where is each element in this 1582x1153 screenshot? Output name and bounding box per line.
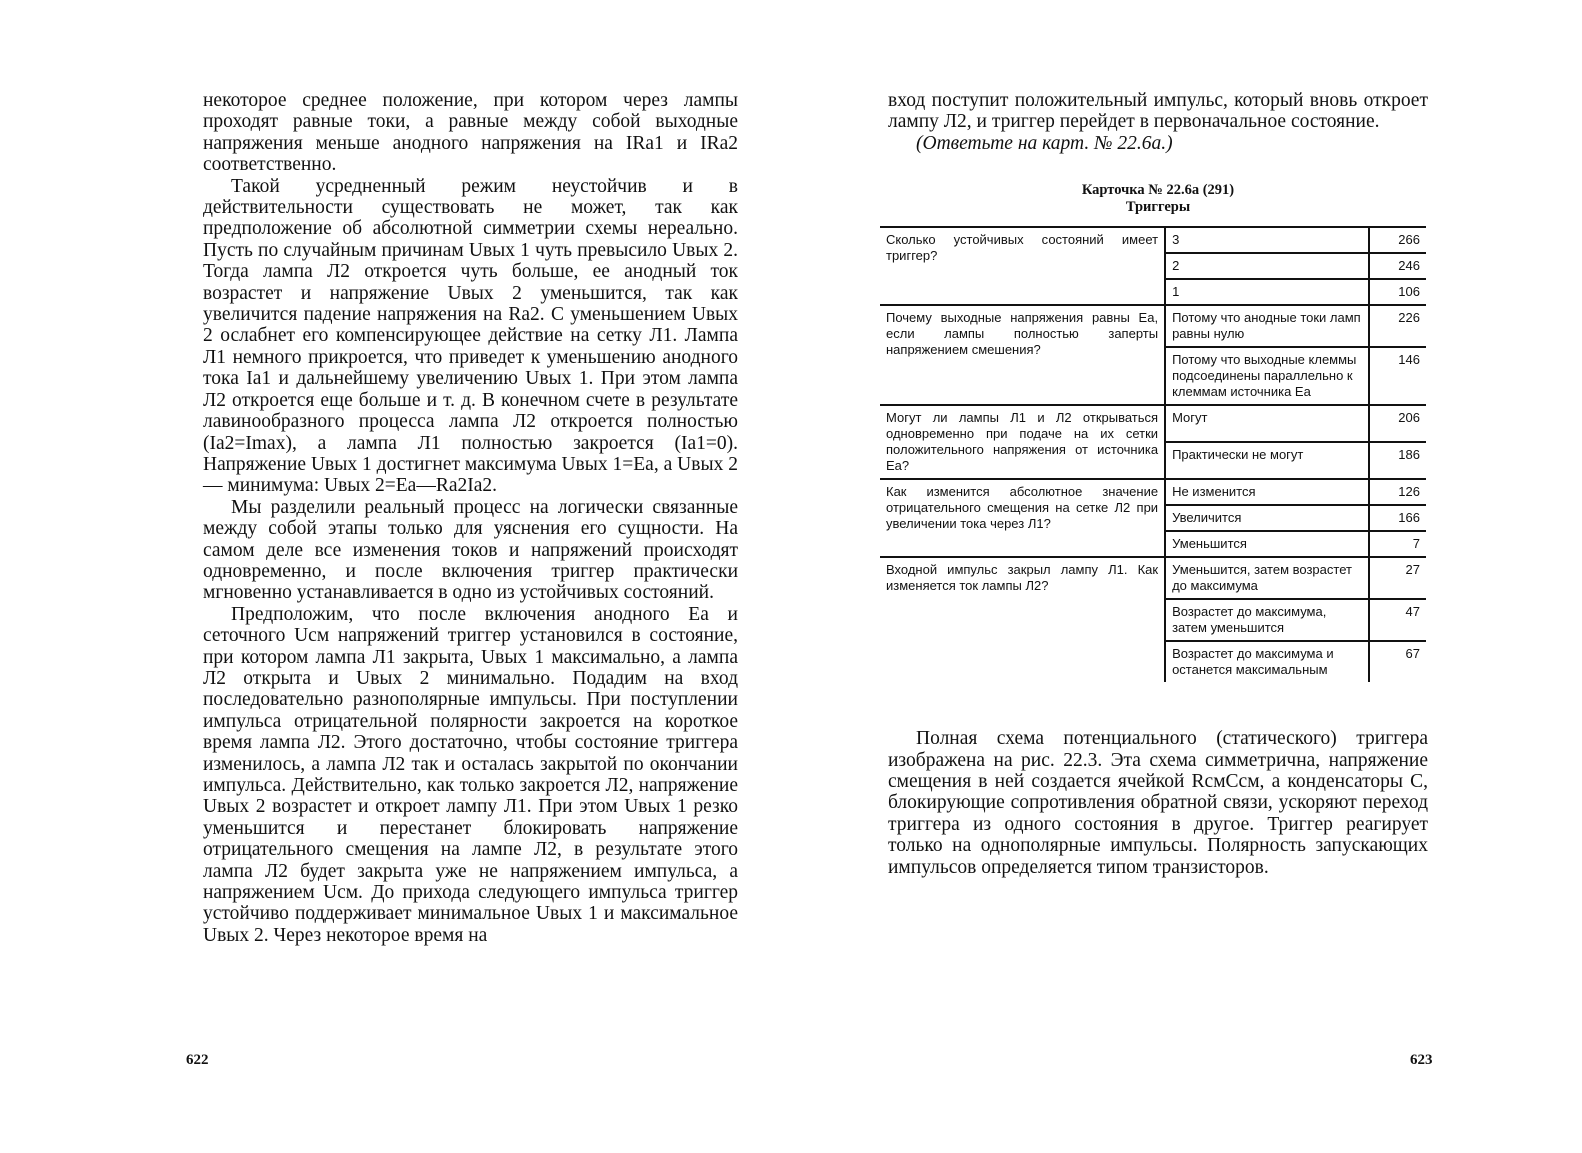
card-question: Почему выходные напряжения равны Ea, если лампы полностью заперты напряжением смешения? bbox=[880, 305, 1165, 405]
left-text-column bbox=[203, 90, 738, 946]
instruction: (Ответьте на карт. № 22.6а.) bbox=[916, 132, 1173, 154]
card-row bbox=[880, 405, 1426, 442]
card-answer-code: 206 bbox=[1369, 405, 1426, 442]
card-answer-code: 246 bbox=[1369, 253, 1426, 279]
card-question: Сколько устойчивых состояний имеет триггер? bbox=[880, 227, 1165, 305]
card-answer: Потому что выходные клеммы подсоединены параллельно к клеммам источника Ea bbox=[1165, 347, 1368, 405]
card-answer: 2 bbox=[1165, 253, 1368, 279]
card-answer-code: 146 bbox=[1369, 347, 1426, 405]
card-subtitle: Триггеры bbox=[1125, 199, 1191, 216]
paragraph: некоторое среднее положение, при котором через лампы проходят равные токи, а равные между собой выходные напряжения меньше анодного напряжения на IRa1 и IRa2 соответственно. bbox=[203, 90, 738, 176]
card-answer-code: 67 bbox=[1369, 641, 1426, 682]
card-answer: Не изменится bbox=[1165, 479, 1368, 505]
card-answer: 3 bbox=[1165, 227, 1368, 253]
right-text-column bbox=[888, 90, 1428, 878]
card-row bbox=[880, 305, 1426, 347]
card-answer-code: 186 bbox=[1369, 442, 1426, 479]
left-page bbox=[0, 0, 790, 1153]
card-row bbox=[880, 479, 1426, 505]
card-answer-code: 126 bbox=[1369, 479, 1426, 505]
paragraph: вход поступит положительный импульс, который вновь откроет лампу Л2, и триггер перейдет в первоначальное состояние. bbox=[888, 90, 1428, 133]
card-answer-code: 7 bbox=[1369, 531, 1426, 557]
card-answer: Возрастет до максимума, затем уменьшится bbox=[1165, 599, 1368, 641]
card-answer: Потому что анодные токи ламп равны нулю bbox=[1165, 305, 1368, 347]
paragraph: Такой усредненный режим неустойчив и в действительности существовать не может, так как предположение об абсолютной симметрии схемы нереально. Пусть по случайным причинам Uвых 1 чуть превысило Uвых 2. Тогда лампа Л2 откроется чуть больше, ее анодный ток возрастет и напряжение Uвых 2 уменьшится, так как увеличится падение напряжения на Ra2. С уменьшением Uвых 2 ослабнет его компенсирующее действие на сетку Л1. Лампа Л1 немного прикроется, что приведет к уменьшению анодного тока Ia1 и дальнейшему увеличению Uвых 1. При этом лампа Л2 откроется еще больше и т. д. В конечном счете в результате лавинообразного процесса лампа Л2 откроется полностью (Ia2=Imax), а лампа Л1 полностью закроется (Ia1=0). Напряжение Uвых 1 достигнет максимума Uвых 1=Ea, а Uвых 2 — минимума: Uвых 2=Ea—Ra2Ia2. bbox=[203, 175, 738, 497]
card-answer-code: 106 bbox=[1369, 279, 1426, 305]
card-answer-code: 27 bbox=[1369, 557, 1426, 599]
page-number: 622 bbox=[186, 1052, 209, 1068]
card-answer: Увеличится bbox=[1165, 505, 1368, 531]
card-answer: Возрастет до максимума и останется максимальным bbox=[1165, 641, 1368, 682]
card-question: Как изменится абсолютное значение отрицательного смещения на сетке Л2 при увеличении тока через Л1? bbox=[880, 479, 1165, 557]
card-answer: Практически не могут bbox=[1165, 442, 1368, 479]
card-title bbox=[888, 182, 1428, 216]
card-answer-code: 226 bbox=[1369, 305, 1426, 347]
card-question: Входной импульс закрыл лампу Л1. Как изменяется ток лампы Л2? bbox=[880, 557, 1165, 682]
card-row bbox=[880, 557, 1426, 599]
card-row bbox=[880, 227, 1426, 253]
card-answer-code: 266 bbox=[1369, 227, 1426, 253]
page-number: 623 bbox=[1410, 1052, 1433, 1068]
card-answer-code: 166 bbox=[1369, 505, 1426, 531]
card-answer-code: 47 bbox=[1369, 599, 1426, 641]
card-number: Карточка № 22.6а (291) bbox=[1081, 182, 1235, 199]
question-card-table bbox=[880, 226, 1426, 682]
card-answer: Могут bbox=[1165, 405, 1368, 442]
card-answer: Уменьшится bbox=[1165, 531, 1368, 557]
paragraph: Мы разделили реальный процесс на логически связанные между собой этапы только для уяснения его сущности. На самом деле все изменения токов и напряжений происходят одновременно, и после включения триггер практически мгновенно устанавливается в одно из устойчивых состояний. bbox=[203, 496, 738, 604]
right-page bbox=[790, 0, 1582, 1153]
card-answer: Уменьшится, затем возрастет до максимума bbox=[1165, 557, 1368, 599]
card-answer: 1 bbox=[1165, 279, 1368, 305]
paragraph: Предположим, что после включения анодного Ea и сеточного Uсм напряжений триггер установился в состояние, при котором лампа Л1 закрыта, Uвых 1 максимально, а лампа Л2 открыта и Uвых 2 минимально. Подадим на вход последовательно разнополярные импульсы. При поступлении импульса отрицательной полярности закроется на короткое время лампа Л2. Этого достаточно, чтобы состояние триггера изменилось, а лампа Л2 так и осталась закрытой по окончании импульса. Действительно, как только закроется Л2, напряжение Uвых 2 возрастет и откроет лампу Л1. При этом Uвых 1 резко уменьшится и перестанет блокировать напряжение отрицательного смещения на лампе Л2, в результате этого лампа Л2 будет закрыта уже не напряжением импульса, а напряжением Uсм. До прихода следующего импульса триггер устойчиво поддерживает минимальное Uвых 1 и максимальное Uвых 2. Через некоторое время на bbox=[203, 603, 738, 946]
paragraph: Полная схема потенциального (статического) триггера изображена на рис. 22.3. Эта схема симметрична, напряжение смещения в ней создается ячейкой RсмCсм, а конденсаторы С, блокирующие сопротивления обратной связи, ускоряют переход триггера из одного состояния в другое. Триггер реагирует только на однополярные импульсы. Полярность запускающих импульсов определяется типом транзисторов. bbox=[888, 728, 1428, 878]
card-question: Могут ли лампы Л1 и Л2 открываться одновременно при подаче на их сетки положительного напряжения от источника Ea? bbox=[880, 405, 1165, 479]
